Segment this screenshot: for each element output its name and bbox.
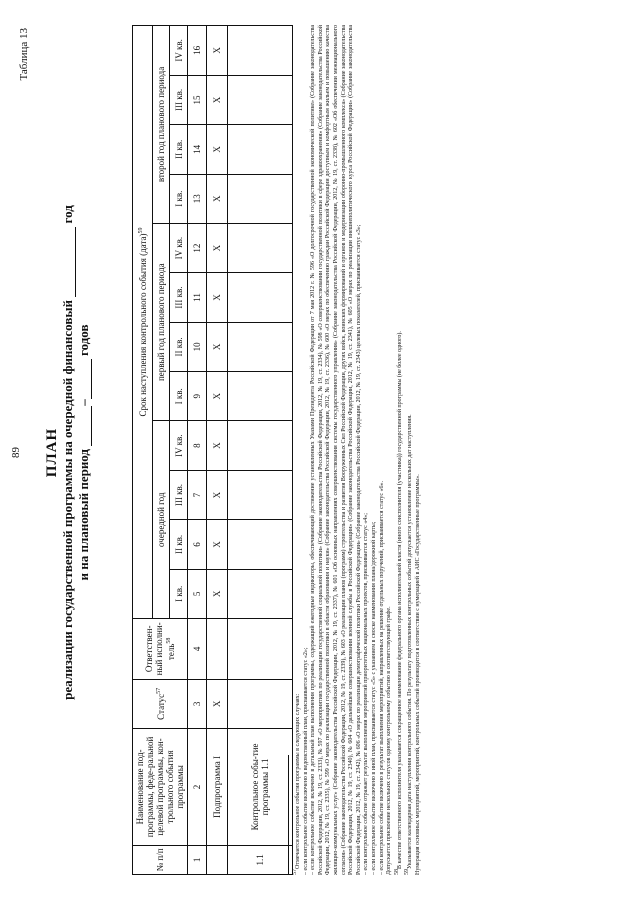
header-status: Статус$^{57}$ [133, 679, 188, 728]
column-number: 2 [188, 729, 207, 846]
column-number: 4 [188, 619, 207, 680]
footnotes [288, 25, 423, 875]
header-second-period: второй год планового периода [152, 26, 170, 224]
quarter-mark: X [207, 372, 228, 421]
quarter-mark: X [207, 470, 228, 519]
quarter-mark [228, 372, 293, 421]
column-number: 16 [188, 26, 207, 76]
row-num: 1.1 [228, 845, 293, 874]
row-num [207, 845, 228, 874]
quarter-mark: X [207, 322, 228, 371]
quarter-mark: X [207, 421, 228, 470]
title-line-2-end: годов [76, 324, 91, 356]
period-blank-2 [91, 359, 92, 399]
column-number: 5 [188, 569, 207, 618]
title-main: ПЛАН [44, 427, 60, 478]
quarter-mark [228, 421, 293, 470]
row-name: Контрольное собы-тие программы 1.1 [228, 729, 293, 846]
quarter-mark [228, 470, 293, 519]
quarter-header: II кв. [170, 322, 188, 371]
page-number: 89 [10, 447, 22, 458]
column-number: 14 [188, 125, 207, 174]
footnote-item: – если контрольное событие отражает результат выполнения мероприятий приоритетных национальных проектов, присваивается статус «4»; [363, 513, 370, 875]
quarter-mark: X [207, 273, 228, 322]
quarter-mark [228, 174, 293, 223]
document-title [44, 0, 92, 905]
row-status [228, 679, 293, 728]
quarter-mark [228, 569, 293, 618]
column-number-row [188, 26, 207, 875]
title-line-1-end: год [60, 205, 75, 224]
footnote-59: $^{59}$Указывается календарная дата наступления контрольного события. По результату подготовленных контрольных событий допускается установление нескольких дат наступления. [404, 414, 414, 875]
column-number: 3 [188, 679, 207, 728]
column-number: 12 [188, 223, 207, 272]
column-number: 11 [188, 273, 207, 322]
header-responsible: Ответствен-ный исполни-тель$^{58}$ [133, 619, 188, 680]
row-responsible [228, 619, 293, 680]
footnote-item: Допускается присвоение нескольких статусов одному контрольному событию в соответствующей графе. [386, 606, 393, 875]
quarter-header: III кв. [170, 75, 188, 124]
plan-table [132, 25, 293, 875]
quarter-header: II кв. [170, 520, 188, 569]
footnote-item: – если контрольное событие включено в результат выполнения мероприятий, направленных на решение отдельных поручений, присваивается статус «6». [378, 480, 385, 875]
title-line-2-text: и на плановый период [76, 448, 91, 581]
title-line-1 [60, 0, 76, 905]
year-blank [75, 227, 76, 297]
quarter-header: II кв. [170, 125, 188, 174]
footnote-58: $^{58}$В качестве ответственного исполнителя указывается сокращенное наименование федерального органа исполнительной власти (иного соисполнителя (участника)) государственной программы (не более одного). [393, 331, 403, 875]
quarter-mark [228, 75, 293, 124]
quarter-mark [228, 223, 293, 272]
header-name: Наименование под-программы, феде-ральной целевой программы, кон-трольного события программы [133, 729, 188, 846]
column-number: 13 [188, 174, 207, 223]
footnote-57-intro: $^{57}$Отмечается контрольное события программы в следующих случаях: [292, 693, 301, 875]
footnote-numbering: Нумерация основных мероприятий, мероприятий, контрольных событий производится в соответствии с нумерацией в АИС «Государственные программы». [414, 474, 421, 875]
table-label: Таблица 13 [18, 28, 30, 81]
quarter-header: I кв. [170, 569, 188, 618]
footnote-item: – если контрольное событие включено в ведомственный план, присваивается статус «2»; [302, 647, 309, 875]
quarter-mark [228, 322, 293, 371]
column-number: 15 [188, 75, 207, 124]
row-responsible [207, 619, 228, 680]
quarter-mark: X [207, 174, 228, 223]
quarter-mark: X [207, 125, 228, 174]
header-current-year: очередной год [152, 421, 170, 619]
column-number: 7 [188, 470, 207, 519]
title-line-2: и на плановый период – годов [76, 324, 91, 581]
period-blank-1 [91, 406, 92, 446]
header-deadline: Срок наступления контрольного события (дата)$^{59}$ [133, 26, 153, 619]
column-number: 8 [188, 421, 207, 470]
quarter-mark: X [207, 75, 228, 124]
quarter-header: IV кв. [170, 421, 188, 470]
quarter-header: I кв. [170, 372, 188, 421]
row-name: Подпрограмма I [207, 729, 228, 846]
quarter-mark [228, 26, 293, 76]
footnote-item: – если контрольное событие включено в иной план, присваивается статус «5» с указанием в сноске наименования плана/дорожной карты; [370, 521, 377, 875]
column-number: 1 [188, 845, 207, 874]
quarter-header: III кв. [170, 273, 188, 322]
table-row [207, 26, 228, 875]
header-num: № п/п [133, 845, 188, 874]
row-status: X [207, 679, 228, 728]
column-number: 9 [188, 372, 207, 421]
quarter-header: IV кв. [170, 26, 188, 76]
quarter-mark: X [207, 520, 228, 569]
footnote-item: – если контрольное событие включено в детальный план выполнения программы, содержащий ежегодные индикаторы, обеспечивающий достижение установленных Указами Президента Российской Федерации от 7 мая 2012 г. № 596 «О долгосрочной государственной экономической политике» (Собрание законодательства Российской Федерации, 2012, № 19, ст. 2333), № 597 «О мероприятиях по реализации государственной социальной политики» (Собрание законодательства Российской Федерации, 2012, № 19, ст. 2334), № 598 «О совершенствовании государственной политики в сфере здравоохранения» (Собрание законодательства Российской Федерации, 2012, № 19, ст. 2335), № 599 «О мерах по реализации государственной политики в области образования и науки» (Собрание законодательства Российской Федерации, 2012, № 19, ст. 2336), № 600 «О мерах по обеспечению граждан Российской Федерации доступным и комфортным жильем и повышению качества жилищно-коммунальных услуг» (Собрание законодательства Российской Федерации, 2012, № 19, ст. 2337), № 601 «Об основных направлениях совершенствования системы государственного управления» (Собрание законодательства Российской Федерации, 2012, № 19, ст. 2338), № 602 «Об обеспечении межнационального согласия» (Собрание законодательства Российской Федерации, 2012, № 19, ст. 2339), № 603 «О реализации планов (программ) строительства и развития Вооруженных Сил Российской Федерации, других войск, воинских формирований и органов и модернизации оборонно-промышленного комплекса» (Собрание законодательства Российской Федерации, 2012, № 19, ст. 2340), № 604 «О дальнейшем совершенствовании военной службы в Российской Федерации» (Собрание законодательства Российской Федерации, 2012, № 19, ст. 2341), № 605 «О мерах по реализации внешнеполитического курса Российской Федерации» (Собрание законодательства Российской Федерации, 2012, № 19, ст. 2342), № 606 «О мерах по реализации демографической политики Российской Федерации» (Собрание законодательства Российской Федерации, 2012, № 19, ст. 2343) целевых показателей, присваивается статус «3»; [310, 25, 362, 875]
quarter-mark [228, 125, 293, 174]
quarter-header: I кв. [170, 174, 188, 223]
quarter-mark: X [207, 223, 228, 272]
quarter-header: IV кв. [170, 223, 188, 272]
table-row [228, 26, 293, 875]
title-line-1-text: реализации государственной программы на очередной финансовый [60, 299, 75, 700]
column-number: 10 [188, 322, 207, 371]
header-first-period: первый год планового периода [152, 223, 170, 421]
quarter-header: III кв. [170, 470, 188, 519]
quarter-mark: X [207, 26, 228, 76]
quarter-mark: X [207, 569, 228, 618]
footnote-separator [288, 755, 289, 875]
quarter-mark [228, 273, 293, 322]
quarter-mark [228, 520, 293, 569]
column-number: 6 [188, 520, 207, 569]
